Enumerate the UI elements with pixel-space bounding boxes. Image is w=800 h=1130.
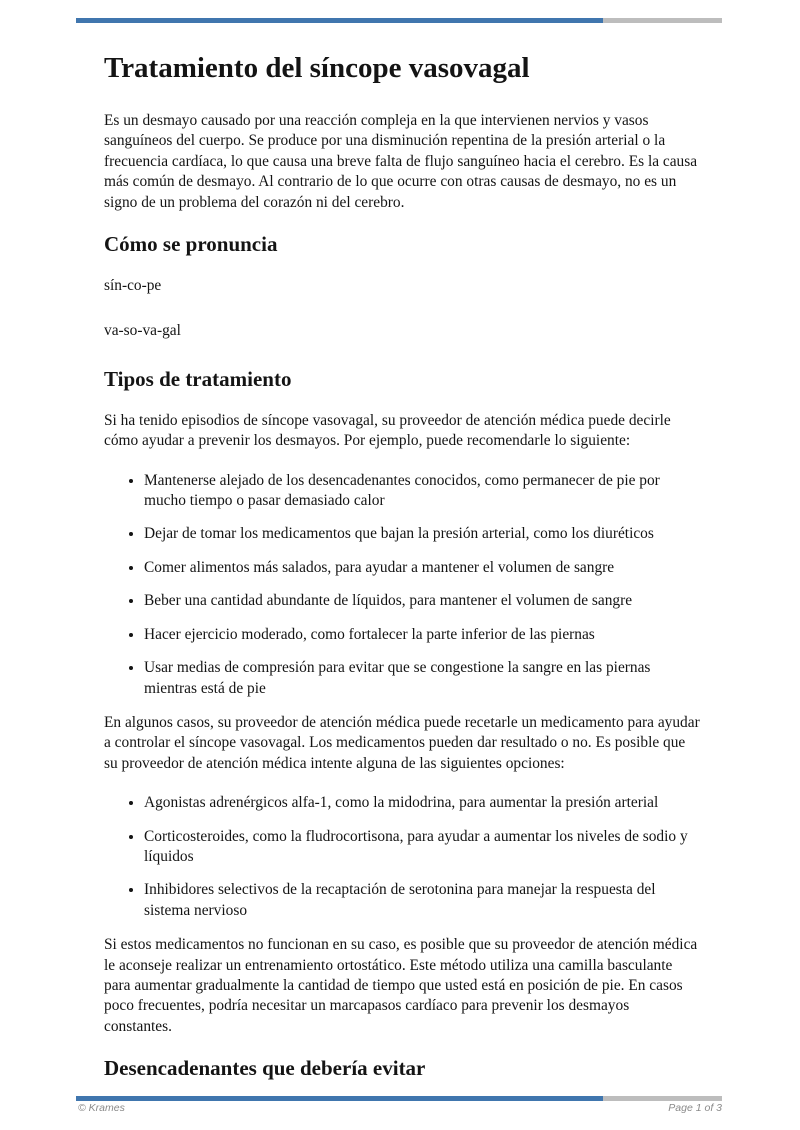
medication-list bbox=[104, 793, 700, 921]
document-title: Tratamiento del síncope vasovagal bbox=[104, 52, 530, 84]
list-item: • Corticosteroides, como la fludrocortisona, para ayudar a aumentar los niveles de sodio y líquidos bbox=[144, 827, 700, 868]
page-footer bbox=[78, 1102, 722, 1114]
triggers-heading: Desencadenantes que debería evitar bbox=[104, 1056, 426, 1081]
footer-divider-gray-segment bbox=[603, 1096, 722, 1101]
list-item: • Usar medias de compresión para evitar que se congestione la sangre en las piernas mientras está de pie bbox=[144, 658, 700, 699]
medication-intro-paragraph: En algunos casos, su proveedor de atención médica puede recetarle un medicamento para ayudar a controlar el síncope vasovagal. Los medicamentos pueden dar resultado o no. Es posible que su proveedor de atención médica intente alguna de las siguientes opciones: bbox=[104, 713, 700, 772]
list-item: • Inhibidores selectivos de la recaptación de serotonina para manejar la respuesta del sistema nervioso bbox=[144, 880, 700, 921]
closing-paragraph: Si estos medicamentos no funcionan en su caso, es posible que su proveedor de atención médica le aconseje realizar un entrenamiento ortostático. Este método utiliza una camilla basculante para aumentar gradualmente la cantidad de tiempo que usted está en posición de pie. En casos poco frecuentes, podría necesitar un marcapasos cardíaco para prevenir los desmayos constantes. bbox=[104, 936, 698, 1035]
list-item: • Dejar de tomar los medicamentos que bajan la presión arterial, como los diuréticos bbox=[144, 524, 700, 544]
pronunciation-heading: Cómo se pronuncia bbox=[104, 232, 278, 257]
list-item: • Hacer ejercicio moderado, como fortalecer la parte inferior de las piernas bbox=[144, 625, 700, 645]
pronunciation-line: sín-co-pe bbox=[104, 277, 162, 295]
page-number-label: Page 1 of 3 bbox=[668, 1102, 722, 1114]
list-item: • Mantenerse alejado de los desencadenantes conocidos, como permanecer de pie por mucho tiempo o pasar demasiado calor bbox=[144, 471, 700, 512]
pronunciation-line: va-so-va-gal bbox=[104, 322, 181, 340]
copyright-label: © Krames bbox=[78, 1102, 125, 1114]
list-item: • Beber una cantidad abundante de líquidos, para mantener el volumen de sangre bbox=[144, 591, 700, 611]
list-item: • Comer alimentos más salados, para ayudar a mantener el volumen de sangre bbox=[144, 558, 700, 578]
footer-divider-blue-segment bbox=[76, 1096, 603, 1101]
prevention-list bbox=[104, 471, 700, 699]
treatment-heading: Tipos de tratamiento bbox=[104, 366, 292, 391]
intro-paragraph: Es un desmayo causado por una reacción compleja en la que intervienen nervios y vasos sanguíneos del cuerpo. Se produce por una disminución repentina de la presión arterial o la frecuencia cardíaca, lo que causa una breve falta de flujo sanguíneo hacia el cerebro. Es la causa más común de desmayo. Al contrario de lo que ocurre con otras causas de desmayo, no es un signo de un problema del corazón ni del cerebro. bbox=[104, 112, 698, 211]
treatment-intro-paragraph: Si ha tenido episodios de síncope vasovagal, su proveedor de atención médica puede decirle cómo ayudar a prevenir los desmayos. Por ejemplo, puede recomendarle lo siguiente: bbox=[104, 411, 671, 450]
document-content bbox=[104, 0, 700, 1100]
list-item: • Agonistas adrenérgicos alfa-1, como la midodrina, para aumentar la presión arterial bbox=[144, 793, 700, 813]
footer-divider-bar bbox=[76, 1096, 722, 1101]
